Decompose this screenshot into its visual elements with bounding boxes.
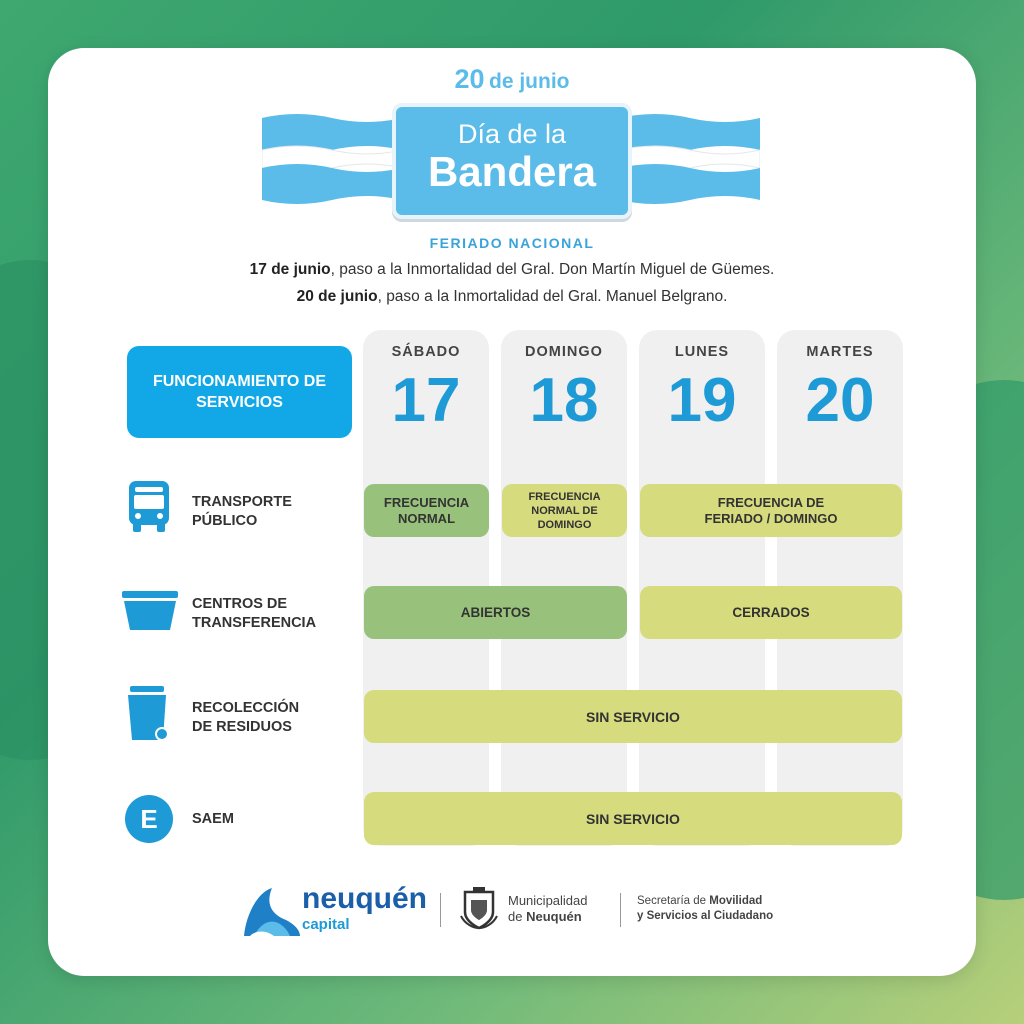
- logo-capital-text: capital: [302, 916, 350, 933]
- day-header-lunes: [639, 344, 765, 436]
- cell-text: FRECUENCIA: [528, 490, 601, 503]
- day-name: MARTES: [806, 344, 874, 360]
- cell-transporte-sabado: [364, 484, 489, 537]
- container-icon: [121, 590, 179, 637]
- logo-municipalidad-neuquen: Neuquén: [526, 909, 582, 924]
- logo-secretaria: [637, 894, 773, 924]
- cell-text: SIN SERVICIO: [586, 708, 680, 725]
- cell-text: NORMAL: [397, 510, 456, 526]
- title-banner: [392, 103, 632, 219]
- cell-text: CERRADOS: [732, 605, 810, 620]
- date-number: 20: [454, 64, 485, 94]
- service-label-transporte: [192, 493, 292, 531]
- service-label-line: PÚBLICO: [192, 513, 258, 529]
- cell-text: NORMAL DE: [531, 504, 598, 517]
- logo-municipalidad-line1: Municipalidad: [508, 893, 588, 908]
- day-header-martes: [777, 344, 903, 436]
- description-line-1-text: , paso a la Inmortalidad del Gral. Don Martín Miguel de Güemes.: [330, 261, 775, 278]
- service-label-line: CENTROS DE: [192, 596, 288, 612]
- cell-text: FRECUENCIA DE: [717, 494, 825, 510]
- footer-divider: [440, 893, 441, 927]
- logo-neuquen-text: neuquén: [302, 882, 427, 915]
- logo-secretaria-movilidad: Movilidad: [709, 895, 763, 907]
- description-line-1: [0, 261, 1024, 279]
- letter-e-icon: [125, 795, 173, 843]
- cell-text: SIN SERVICIO: [586, 810, 680, 827]
- cell-centros-lunes-martes: [640, 586, 902, 639]
- municipal-crest-icon: [459, 886, 499, 935]
- cell-recoleccion-all: [364, 690, 902, 743]
- service-label-line: TRANSPORTE: [192, 494, 292, 510]
- table-header-label: [127, 346, 352, 438]
- day-header-domingo: [501, 344, 627, 436]
- trash-bin-icon: [126, 686, 172, 749]
- day-number: 17: [391, 366, 461, 435]
- day-name: LUNES: [674, 344, 730, 360]
- service-label-line: SAEM: [192, 811, 234, 827]
- cell-text: FRECUENCIA: [383, 494, 470, 510]
- service-label-centros: [192, 595, 316, 633]
- title-line-1: Día de la: [457, 119, 567, 149]
- description-line-2-text: , paso a la Inmortalidad del Gral. Manuel Belgrano.: [377, 288, 728, 305]
- neuquen-capital-logo-icon: [240, 884, 302, 945]
- date-heading: [0, 64, 1024, 95]
- description-line-1-date: 17 de junio: [249, 261, 331, 278]
- date-month: de junio: [489, 70, 570, 93]
- description-line-2: [0, 288, 1024, 306]
- day-name: DOMINGO: [525, 344, 603, 360]
- logo-municipalidad-line2: [508, 909, 588, 925]
- day-number: 18: [529, 366, 599, 435]
- bus-icon: [127, 479, 171, 538]
- letter-e-glyph: E: [140, 803, 158, 834]
- day-number: 19: [667, 366, 737, 435]
- feriado-label: FERIADO NACIONAL: [429, 235, 595, 251]
- service-label-saem: [192, 810, 234, 829]
- service-label-recoleccion: [192, 699, 299, 737]
- day-header-sabado: [363, 344, 489, 436]
- cell-text: DOMINGO: [537, 518, 592, 531]
- description-line-2-date: 20 de junio: [296, 288, 378, 305]
- service-label-line: DE RESIDUOS: [192, 719, 292, 735]
- logo-municipalidad: [508, 893, 588, 925]
- cell-saem-all: [364, 792, 902, 845]
- flag-ribbon-right-icon: [620, 108, 760, 206]
- table-header-text: FUNCIONAMIENTO DE SERVICIOS: [152, 373, 327, 411]
- day-number: 20: [805, 366, 875, 435]
- cell-transporte-domingo: [502, 484, 627, 537]
- logo-secretaria-line1: [637, 894, 773, 909]
- flag-ribbon-left-icon: [262, 108, 402, 206]
- title-line-2: Bandera: [427, 148, 597, 195]
- cell-centros-sabado-domingo: [364, 586, 627, 639]
- footer-divider: [620, 893, 621, 927]
- service-label-line: TRANSFERENCIA: [192, 615, 317, 631]
- cell-text: ABIERTOS: [460, 605, 531, 620]
- service-label-line: RECOLECCIÓN: [192, 700, 300, 716]
- day-name: SÁBADO: [391, 344, 461, 360]
- cell-text: FERIADO / DOMINGO: [704, 510, 838, 526]
- logo-secretaria-de: Secretaría de: [637, 895, 710, 907]
- cell-transporte-lunes-martes: [640, 484, 902, 537]
- logo-secretaria-line2: y Servicios al Ciudadano: [637, 910, 774, 922]
- logo-municipalidad-de: de: [508, 909, 527, 924]
